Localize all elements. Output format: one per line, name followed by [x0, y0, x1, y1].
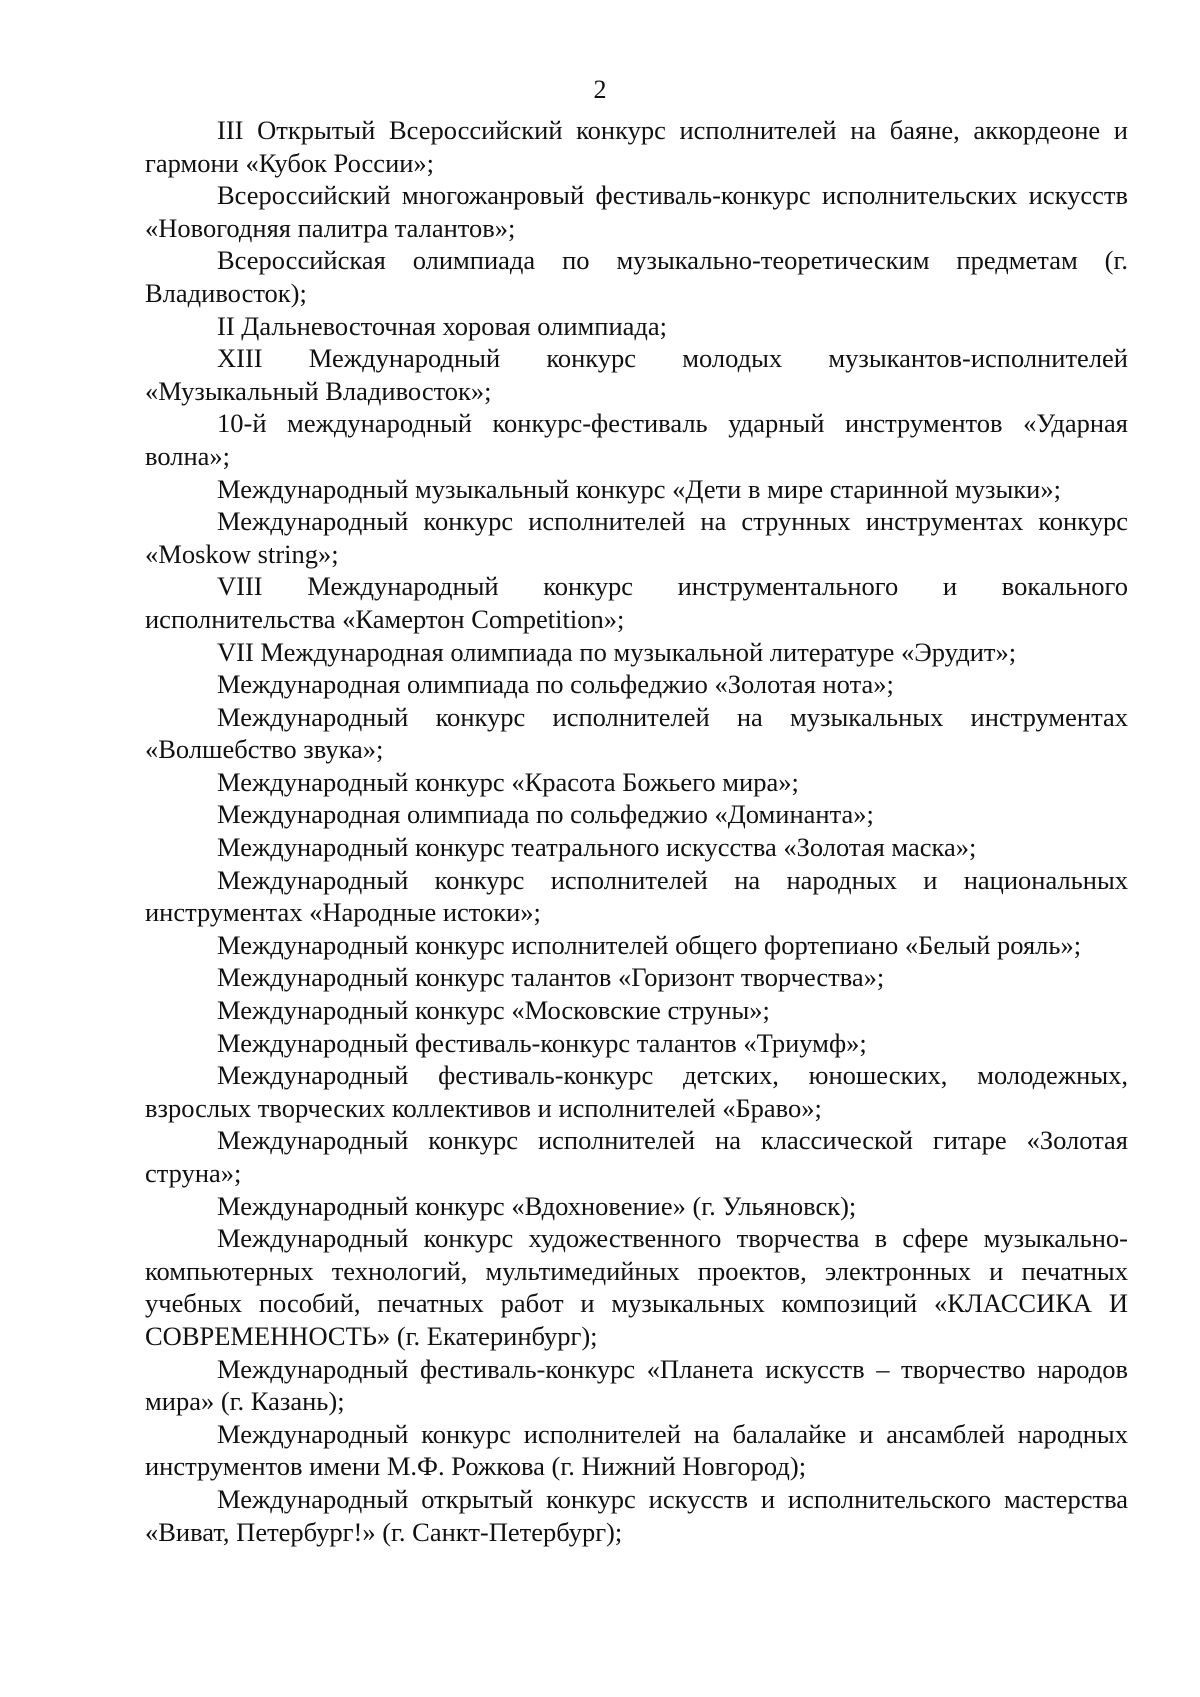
list-item: Международный конкурс исполнителей на музыкальных инструментах «Волшебство звука»;	[145, 701, 1128, 765]
list-item: Международный конкурс исполнителей общего фортепиано «Белый рояль»;	[217, 929, 1082, 960]
list-item: Международный конкурс «Красота Божьего мира»;	[217, 766, 799, 797]
list-item: XIII Международный конкурс молодых музыкантов-исполнителей «Музыкальный Владивосток»;	[145, 343, 1128, 406]
document-body	[145, 114, 1128, 1548]
list-item: Международный конкурс исполнителей на народных и национальных инструментах «Народные истоки»;	[145, 864, 1128, 928]
list-item: Международный фестиваль-конкурс детских, юношеских, молодежных, взрослых творческих коллективов и исполнителей «Браво»;	[145, 1060, 1128, 1123]
list-item: Международный фестиваль-конкурс «Планета искусств – творчество народов мира» (г. Казань);	[145, 1353, 1128, 1417]
list-item: Международный конкурс исполнителей на классической гитаре «Золотая струна»;	[145, 1125, 1128, 1188]
list-item: Международный конкурс художественного творчества в сфере музыкально-компьютерных технологий, мультимедийных проектов, электронных и печатных учебных пособий, печатных работ и музыкальных композиций «КЛАССИКА И СОВРЕМЕННОСТЬ» (г. Екатеринбург);	[145, 1223, 1128, 1351]
list-item: Международный фестиваль-конкурс талантов «Триумф»;	[217, 1027, 867, 1058]
list-item: Международный конкурс исполнителей на струнных инструментах конкурс «Moskow string»;	[145, 506, 1128, 569]
page-number: 2	[593, 75, 607, 104]
list-item: VII Международная олимпиада по музыкальной литературе «Эрудит»;	[217, 636, 1017, 667]
list-item: Международная олимпиада по сольфеджио «Золотая нота»;	[217, 669, 894, 700]
list-item: II Дальневосточная хоровая олимпиада;	[217, 310, 668, 341]
list-item: 10-й международный конкурс-фестиваль ударный инструментов «Ударная волна»;	[145, 408, 1128, 471]
list-item: Всероссийская олимпиада по музыкально-теоретическим предметам (г. Владивосток);	[145, 245, 1128, 308]
list-item: Международный конкурс «Московские струны»;	[217, 995, 770, 1026]
list-item: Международный конкурс «Вдохновение» (г. Ульяновск);	[217, 1190, 857, 1221]
list-item: Международный конкурс исполнителей на балалайке и ансамблей народных инструментов имени М.Ф. Рожкова (г. Нижний Новгород);	[145, 1418, 1128, 1482]
list-item: Международный открытый конкурс искусств и исполнительского мастерства «Виват, Петербург!» (г. Санкт-Петербург);	[145, 1483, 1128, 1547]
list-item: VIII Международный конкурс инструментального и вокального исполнительства «Камертон Competition»;	[145, 571, 1128, 634]
list-item: Международный конкурс театрального искусства «Золотая маска»;	[217, 832, 977, 863]
list-item: III Открытый Всероссийский конкурс исполнителей на баяне, аккордеоне и гармони «Кубок России»;	[145, 115, 1128, 178]
list-item: Международный конкурс талантов «Горизонт творчества»;	[217, 962, 885, 993]
list-item: Международный музыкальный конкурс «Дети в мире старинной музыки»;	[217, 473, 1061, 504]
list-item: Всероссийский многожанровый фестиваль-конкурс исполнительских искусств «Новогодняя палитра талантов»;	[145, 180, 1128, 243]
list-item: Международная олимпиада по сольфеджио «Доминанта»;	[217, 799, 874, 830]
